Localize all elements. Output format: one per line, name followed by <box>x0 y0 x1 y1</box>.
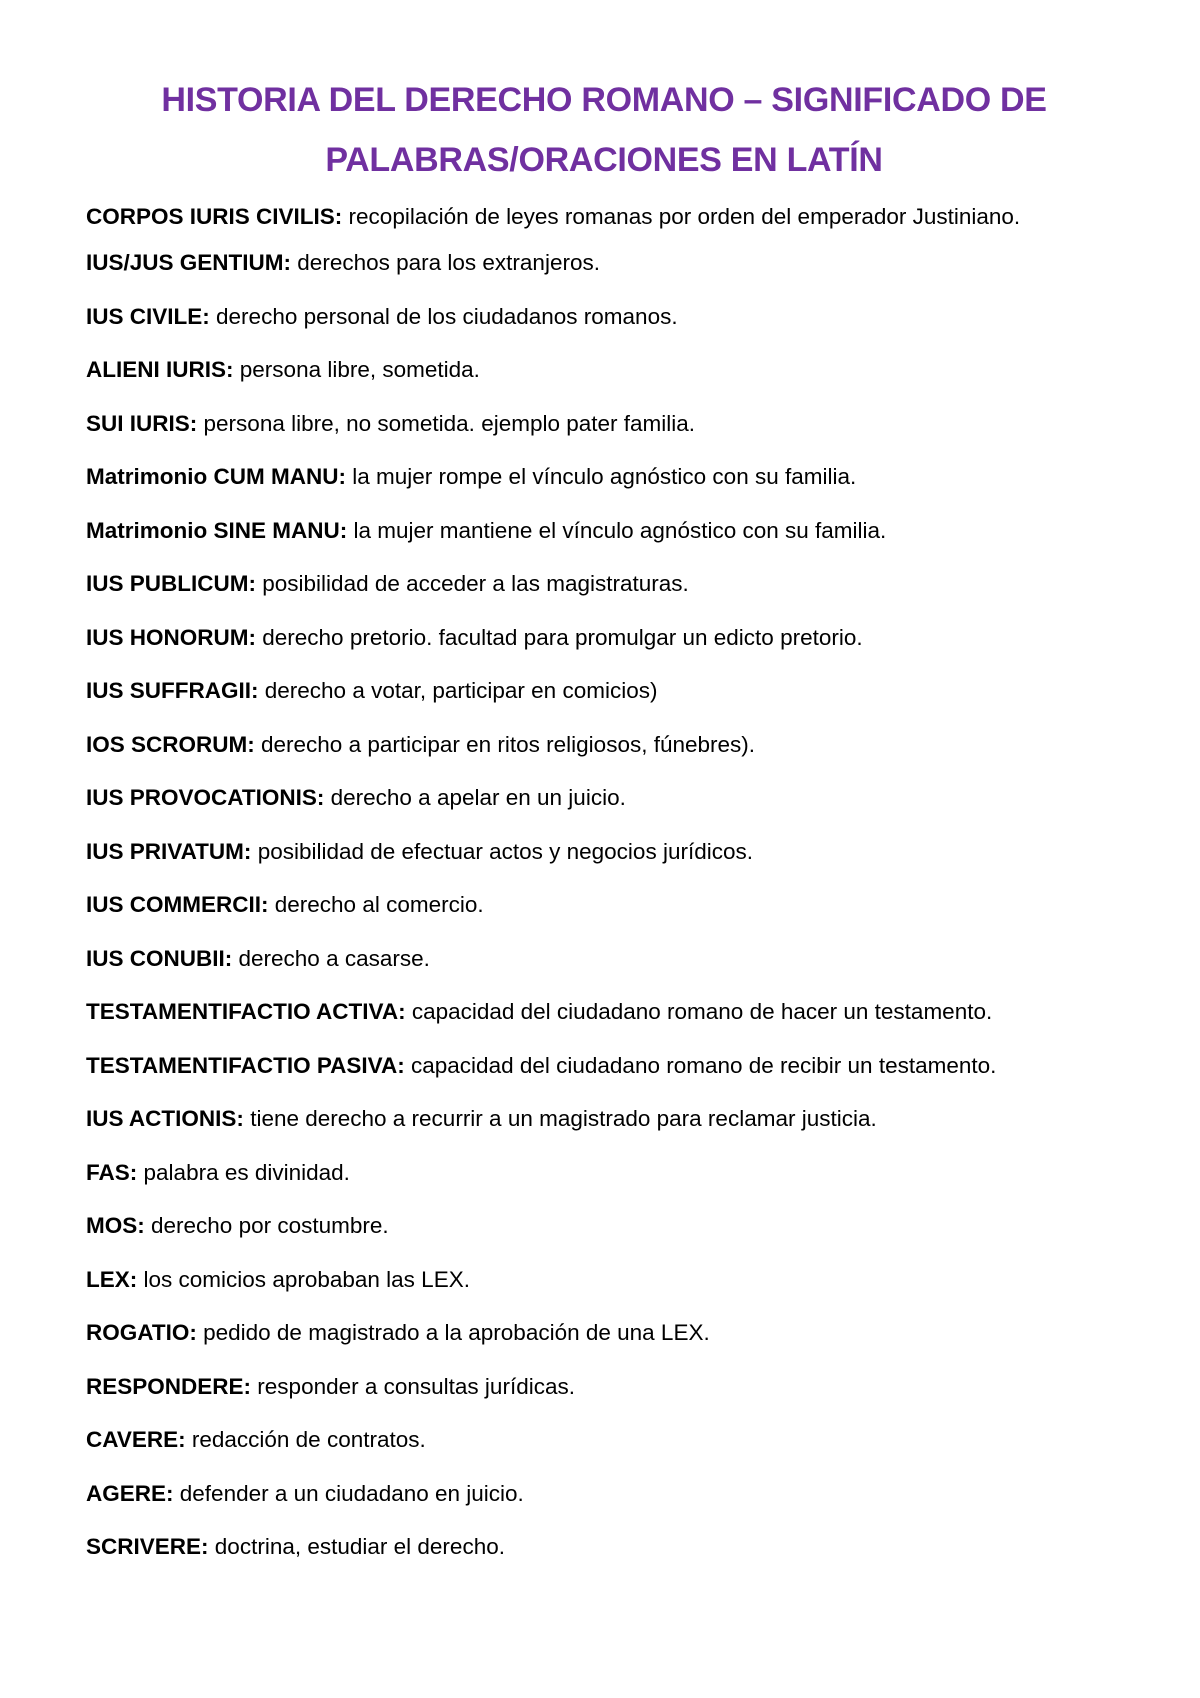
entry-definition: defender a un ciudadano en juicio. <box>179 1480 524 1506</box>
entry-term: MOS: <box>86 1213 145 1238</box>
entry-term: IUS PROVOCATIONIS: <box>86 785 325 810</box>
glossary-entry-ius-actionis <box>86 1100 1122 1138</box>
title-line-1: HISTORIA DEL DERECHO ROMANO – SIGNIFICADO DE <box>161 81 1047 119</box>
entry-term: ROGATIO: <box>86 1320 197 1345</box>
entry-term: Matrimonio CUM MANU: <box>86 464 346 489</box>
glossary-entry-respondere <box>86 1368 1122 1406</box>
glossary-entry-cum-manu <box>86 458 1122 496</box>
glossary-entry-ius-gentium <box>86 244 1122 282</box>
entry-definition: persona libre, no sometida. ejemplo pater familia. <box>203 410 696 436</box>
document-page <box>86 70 1122 1582</box>
document-title <box>86 70 1122 190</box>
entry-term: IUS ACTIONIS: <box>86 1106 244 1131</box>
entry-term: TESTAMENTIFACTIO PASIVA: <box>86 1052 405 1078</box>
entry-term: IOS SCRORUM: <box>86 731 255 757</box>
glossary-entry-ius-honorum <box>86 619 1122 657</box>
entry-definition: derecho a casarse. <box>238 945 430 971</box>
glossary-entry-ius-conubii <box>86 940 1122 978</box>
entry-definition: capacidad del ciudadano romano de hacer un testamento. <box>411 999 993 1024</box>
glossary-entry-testamentifactio-pasiva <box>86 1047 1122 1085</box>
entry-definition: derecho pretorio. facultad para promulgar un edicto pretorio. <box>262 624 863 650</box>
entry-term: IUS PUBLICUM: <box>86 571 256 596</box>
glossary-entry-ius-suffragii <box>86 672 1122 710</box>
entry-definition: la mujer rompe el vínculo agnóstico con su familia. <box>352 464 857 489</box>
entry-definition: derecho a participar en ritos religiosos, fúnebres). <box>261 731 756 757</box>
entry-term: IUS CIVILE: <box>86 303 210 329</box>
entry-term: CAVERE: <box>86 1427 186 1452</box>
entry-term: ALIENI IURIS: <box>86 357 234 382</box>
entry-definition: pedido de magistrado a la aprobación de una LEX. <box>203 1320 710 1345</box>
entry-definition: responder a consultas jurídicas. <box>257 1373 575 1399</box>
glossary-entry-sui-iuris <box>86 405 1122 443</box>
entry-definition: redacción de contratos. <box>191 1427 426 1452</box>
glossary-entry-ius-commercii <box>86 886 1122 924</box>
entry-term: IUS SUFFRAGII: <box>86 678 259 703</box>
entry-definition: recopilación de leyes romanas por orden del emperador Justiniano. <box>348 204 1021 229</box>
entry-term: LEX: <box>86 1266 138 1292</box>
entry-term: Matrimonio SINE MANU: <box>86 517 348 543</box>
glossary-entry-ius-provocationis <box>86 779 1122 817</box>
glossary-entry-alieni-iuris <box>86 351 1122 389</box>
glossary-entry-sine-manu <box>86 512 1122 550</box>
title-line-2: PALABRAS/ORACIONES EN LATÍN <box>325 141 883 179</box>
entry-definition: doctrina, estudiar el derecho. <box>214 1534 505 1559</box>
entry-definition: los comicios aprobaban las LEX. <box>143 1266 470 1292</box>
entry-definition: derecho personal de los ciudadanos romanos. <box>216 303 678 329</box>
glossary-entry-scrivere <box>86 1528 1122 1566</box>
entry-term: SCRIVERE: <box>86 1534 209 1559</box>
entry-definition: derecho a votar, participar en comicios) <box>264 678 658 703</box>
glossary-entry-mos <box>86 1207 1122 1245</box>
entry-definition: capacidad del ciudadano romano de recibir un testamento. <box>411 1052 997 1078</box>
glossary-entry-agere <box>86 1475 1122 1513</box>
entry-term: IUS HONORUM: <box>86 624 256 650</box>
glossary-list <box>86 198 1122 1566</box>
entry-definition: palabra es divinidad. <box>143 1159 350 1185</box>
entry-definition: persona libre, sometida. <box>239 357 480 382</box>
entry-definition: tiene derecho a recurrir a un magistrado para reclamar justicia. <box>250 1106 877 1131</box>
entry-definition: derecho al comercio. <box>274 892 484 917</box>
glossary-entry-ius-publicum <box>86 565 1122 603</box>
entry-term: FAS: <box>86 1159 138 1185</box>
entry-term: IUS CONUBII: <box>86 945 233 971</box>
entry-definition: la mujer mantiene el vínculo agnóstico con su familia. <box>353 517 887 543</box>
entry-term: IUS/JUS GENTIUM: <box>86 250 292 275</box>
entry-definition: posibilidad de acceder a las magistraturas. <box>262 571 689 596</box>
glossary-entry-lex <box>86 1261 1122 1299</box>
glossary-entry-testamentifactio-activa <box>86 993 1122 1031</box>
entry-definition: derecho por costumbre. <box>151 1213 389 1238</box>
glossary-entry-rogatio <box>86 1314 1122 1352</box>
entry-definition: posibilidad de efectuar actos y negocios jurídicos. <box>257 838 753 864</box>
glossary-entry-cavere <box>86 1421 1122 1459</box>
entry-term: AGERE: <box>86 1480 174 1506</box>
glossary-entry-ius-privatum <box>86 833 1122 871</box>
entry-term: SUI IURIS: <box>86 410 198 436</box>
entry-term: RESPONDERE: <box>86 1373 252 1399</box>
glossary-entry-ius-civile <box>86 298 1122 336</box>
entry-definition: derechos para los extranjeros. <box>297 250 600 275</box>
entry-definition: derecho a apelar en un juicio. <box>330 785 626 810</box>
entry-term: CORPOS IURIS CIVILIS: <box>86 204 343 229</box>
glossary-entry-corpus-iuris-civilis <box>86 198 1122 236</box>
entry-term: IUS COMMERCII: <box>86 892 269 917</box>
glossary-entry-fas <box>86 1154 1122 1192</box>
entry-term: IUS PRIVATUM: <box>86 838 252 864</box>
glossary-entry-ios-scrorum <box>86 726 1122 764</box>
entry-term: TESTAMENTIFACTIO ACTIVA: <box>86 999 406 1024</box>
